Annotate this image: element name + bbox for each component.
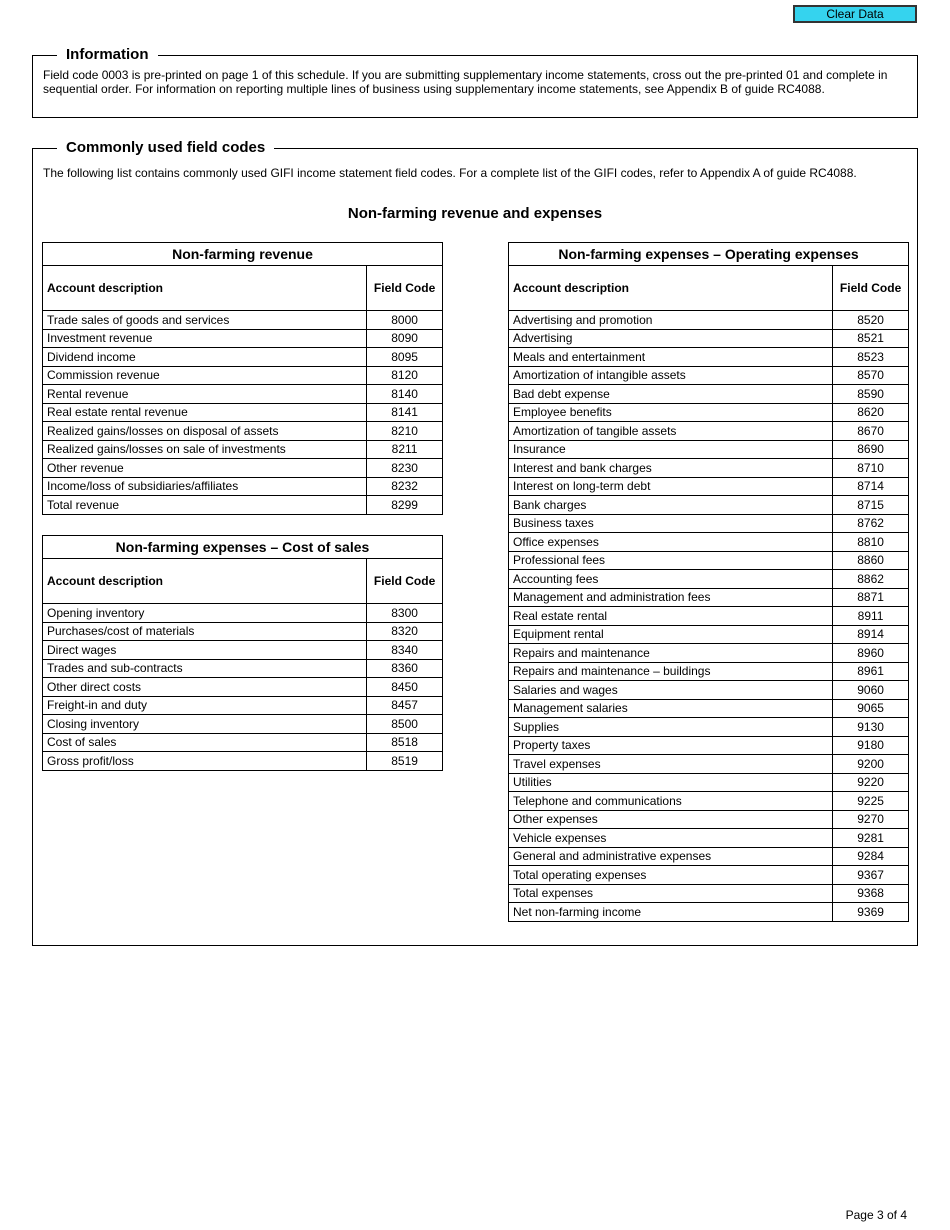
non-farming-subtitle: Non-farming revenue and expenses — [347, 205, 603, 222]
field-code: 8300 — [367, 604, 443, 623]
table-row — [43, 733, 443, 752]
account-description: Gross profit/loss — [43, 752, 367, 771]
table-row — [509, 884, 909, 903]
table-row — [43, 696, 443, 715]
table-row — [43, 752, 443, 771]
table-row — [43, 715, 443, 734]
field-code: 8911 — [833, 607, 909, 626]
field-code: 8714 — [833, 477, 909, 496]
table-row — [509, 496, 909, 515]
field-code: 8914 — [833, 625, 909, 644]
table-row — [43, 329, 443, 348]
account-description: Total expenses — [509, 884, 833, 903]
account-description: Dividend income — [43, 348, 367, 367]
field-code: 8810 — [833, 533, 909, 552]
field-code: 8320 — [367, 622, 443, 641]
account-description: Income/loss of subsidiaries/affiliates — [43, 477, 367, 496]
account-description: Vehicle expenses — [509, 829, 833, 848]
field-code: 8715 — [833, 496, 909, 515]
table-row — [43, 459, 443, 478]
account-description: Real estate rental — [509, 607, 833, 626]
account-description: Property taxes — [509, 736, 833, 755]
table-row — [509, 514, 909, 533]
table-row — [43, 440, 443, 459]
field-code: 9060 — [833, 681, 909, 700]
operating-expenses-table — [508, 242, 909, 922]
information-text: Field code 0003 is pre-printed on page 1 of this schedule. If you are submitting supplementary income statements, cross out the pre-printed 01 and complete in sequential order. For information on reporting multiple lines of business using supplementary income statements, see Appendix B of guide RC4088. — [43, 68, 888, 96]
field-code: 8232 — [367, 477, 443, 496]
account-description: Investment revenue — [43, 329, 367, 348]
col-field-code: Field Code — [833, 266, 909, 311]
table-row — [509, 773, 909, 792]
field-code: 8120 — [367, 366, 443, 385]
account-description: Management salaries — [509, 699, 833, 718]
table-row — [509, 866, 909, 885]
field-code: 8762 — [833, 514, 909, 533]
field-code: 8862 — [833, 570, 909, 589]
table-row — [43, 311, 443, 330]
account-description: Other revenue — [43, 459, 367, 478]
field-codes-intro: The following list contains commonly used GIFI income statement field codes. For a complete list of the GIFI codes, refer to Appendix A of guide RC4088. — [43, 166, 857, 180]
table-row — [509, 403, 909, 422]
field-code: 8000 — [367, 311, 443, 330]
table-row — [43, 496, 443, 515]
field-code: 8211 — [367, 440, 443, 459]
col-account-description: Account description — [43, 559, 367, 604]
field-code: 8095 — [367, 348, 443, 367]
field-code: 9180 — [833, 736, 909, 755]
field-code: 9200 — [833, 755, 909, 774]
table-row — [43, 604, 443, 623]
table-row — [509, 385, 909, 404]
field-code: 9130 — [833, 718, 909, 737]
account-description: Business taxes — [509, 514, 833, 533]
table-row — [43, 403, 443, 422]
field-code: 8450 — [367, 678, 443, 697]
account-description: Advertising and promotion — [509, 311, 833, 330]
field-code: 8500 — [367, 715, 443, 734]
account-description: Meals and entertainment — [509, 348, 833, 367]
account-description: Rental revenue — [43, 385, 367, 404]
account-description: Commission revenue — [43, 366, 367, 385]
account-description: Professional fees — [509, 551, 833, 570]
information-title: Information — [57, 45, 158, 65]
field-code: 9225 — [833, 792, 909, 811]
field-code: 8620 — [833, 403, 909, 422]
table-row — [43, 385, 443, 404]
account-description: Interest on long-term debt — [509, 477, 833, 496]
field-code: 8210 — [367, 422, 443, 441]
field-code: 9065 — [833, 699, 909, 718]
table-row — [509, 662, 909, 681]
revenue-table-title: Non-farming revenue — [43, 243, 443, 266]
col-field-code: Field Code — [367, 266, 443, 311]
page-number: Page 3 of 4 — [845, 1208, 907, 1222]
field-code: 8960 — [833, 644, 909, 663]
table-row — [509, 810, 909, 829]
table-row — [509, 903, 909, 922]
account-description: Bad debt expense — [509, 385, 833, 404]
field-codes-title: Commonly used field codes — [57, 138, 274, 158]
field-code: 8518 — [367, 733, 443, 752]
field-code: 9220 — [833, 773, 909, 792]
table-row — [509, 607, 909, 626]
field-code: 9284 — [833, 847, 909, 866]
table-row — [509, 570, 909, 589]
field-code: 8340 — [367, 641, 443, 660]
account-description: Other expenses — [509, 810, 833, 829]
table-row — [509, 477, 909, 496]
account-description: Other direct costs — [43, 678, 367, 697]
account-description: Advertising — [509, 329, 833, 348]
account-description: Net non-farming income — [509, 903, 833, 922]
account-description: Supplies — [509, 718, 833, 737]
table-row — [43, 659, 443, 678]
account-description: Realized gains/losses on sale of investments — [43, 440, 367, 459]
cost-of-sales-table — [42, 535, 443, 771]
table-row — [509, 681, 909, 700]
account-description: Telephone and communications — [509, 792, 833, 811]
col-field-code: Field Code — [367, 559, 443, 604]
table-row — [509, 329, 909, 348]
operating-expenses-table-title: Non-farming expenses – Operating expenses — [509, 243, 909, 266]
field-code: 9270 — [833, 810, 909, 829]
field-code: 8519 — [367, 752, 443, 771]
table-row — [509, 699, 909, 718]
information-section — [32, 46, 918, 118]
account-description: Utilities — [509, 773, 833, 792]
field-codes-section — [32, 139, 918, 946]
account-description: Closing inventory — [43, 715, 367, 734]
account-description: Interest and bank charges — [509, 459, 833, 478]
table-row — [509, 366, 909, 385]
field-code: 8360 — [367, 659, 443, 678]
field-code: 8141 — [367, 403, 443, 422]
table-row — [509, 533, 909, 552]
field-code: 8670 — [833, 422, 909, 441]
table-row — [43, 477, 443, 496]
account-description: Employee benefits — [509, 403, 833, 422]
field-code: 8590 — [833, 385, 909, 404]
field-code: 8299 — [367, 496, 443, 515]
table-row — [509, 718, 909, 737]
table-row — [509, 440, 909, 459]
table-row — [509, 847, 909, 866]
table-row — [43, 678, 443, 697]
account-description: Direct wages — [43, 641, 367, 660]
account-description: Travel expenses — [509, 755, 833, 774]
account-description: Trade sales of goods and services — [43, 311, 367, 330]
field-code: 8710 — [833, 459, 909, 478]
field-code: 8860 — [833, 551, 909, 570]
table-row — [43, 622, 443, 641]
clear-data-button[interactable]: Clear Data — [793, 5, 917, 23]
revenue-table — [42, 242, 443, 515]
account-description: Amortization of intangible assets — [509, 366, 833, 385]
table-row — [509, 551, 909, 570]
account-description: Insurance — [509, 440, 833, 459]
table-row — [509, 792, 909, 811]
field-code: 9368 — [833, 884, 909, 903]
account-description: Amortization of tangible assets — [509, 422, 833, 441]
account-description: Opening inventory — [43, 604, 367, 623]
table-row — [509, 625, 909, 644]
table-row — [509, 829, 909, 848]
table-row — [509, 755, 909, 774]
account-description: Trades and sub-contracts — [43, 659, 367, 678]
field-code: 8871 — [833, 588, 909, 607]
table-row — [509, 311, 909, 330]
table-row — [509, 588, 909, 607]
field-code: 8523 — [833, 348, 909, 367]
field-code: 8690 — [833, 440, 909, 459]
col-account-description: Account description — [43, 266, 367, 311]
field-code: 8140 — [367, 385, 443, 404]
field-code: 8521 — [833, 329, 909, 348]
account-description: Management and administration fees — [509, 588, 833, 607]
cost-of-sales-table-title: Non-farming expenses – Cost of sales — [43, 536, 443, 559]
account-description: Total operating expenses — [509, 866, 833, 885]
table-row — [509, 459, 909, 478]
table-row — [43, 422, 443, 441]
table-row — [43, 366, 443, 385]
table-row — [509, 736, 909, 755]
field-code: 8457 — [367, 696, 443, 715]
account-description: Freight-in and duty — [43, 696, 367, 715]
account-description: Repairs and maintenance – buildings — [509, 662, 833, 681]
account-description: Repairs and maintenance — [509, 644, 833, 663]
field-code: 8230 — [367, 459, 443, 478]
account-description: Salaries and wages — [509, 681, 833, 700]
field-code: 9367 — [833, 866, 909, 885]
account-description: Bank charges — [509, 496, 833, 515]
table-row — [509, 644, 909, 663]
account-description: Equipment rental — [509, 625, 833, 644]
field-code: 8090 — [367, 329, 443, 348]
account-description: Realized gains/losses on disposal of assets — [43, 422, 367, 441]
account-description: Real estate rental revenue — [43, 403, 367, 422]
field-code: 9281 — [833, 829, 909, 848]
account-description: General and administrative expenses — [509, 847, 833, 866]
table-row — [43, 641, 443, 660]
field-code: 8520 — [833, 311, 909, 330]
account-description: Purchases/cost of materials — [43, 622, 367, 641]
account-description: Office expenses — [509, 533, 833, 552]
field-code: 9369 — [833, 903, 909, 922]
account-description: Cost of sales — [43, 733, 367, 752]
table-row — [509, 348, 909, 367]
account-description: Accounting fees — [509, 570, 833, 589]
col-account-description: Account description — [509, 266, 833, 311]
table-row — [509, 422, 909, 441]
table-row — [43, 348, 443, 367]
account-description: Total revenue — [43, 496, 367, 515]
field-code: 8961 — [833, 662, 909, 681]
field-code: 8570 — [833, 366, 909, 385]
